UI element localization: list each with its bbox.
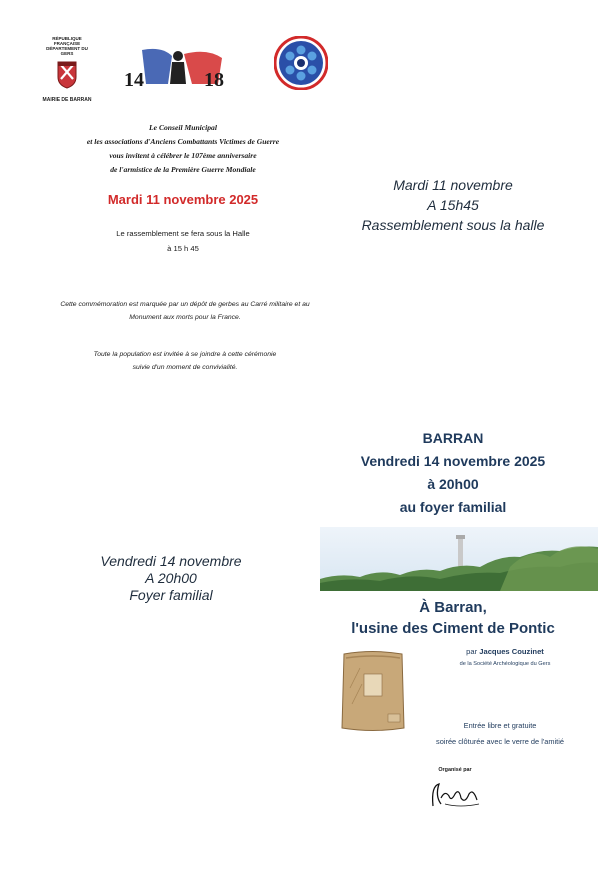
entry-line1: Entrée libre et gratuite: [463, 721, 537, 730]
rm-line2: Vendredi 14 novembre 2025: [360, 453, 546, 469]
pop-line1: Toute la population est invitée à se joindre à cette cérémonie: [93, 351, 277, 358]
invite-line2: et les associations d'Anciens Combattants Victimes de Guerre: [86, 137, 280, 146]
gather-line1: Le rassemblement se fera sous la Halle: [116, 229, 250, 238]
rt-line1: Mardi 11 novembre: [393, 177, 513, 193]
crest-icon: [56, 59, 78, 89]
talk-title-line2: l'usine des Ciment de Pontic: [351, 620, 555, 637]
talk-title-line1: À Barran,: [419, 599, 487, 616]
rm-line1: BARRAN: [422, 430, 484, 446]
talk-title: [322, 597, 584, 639]
commem-line1: Cette commémoration est marquée par un dépôt de gerbes au Carré militaire et au: [60, 301, 310, 308]
rm-line3: à 20h00: [427, 476, 479, 492]
lm-line2: A 20h00: [145, 570, 197, 586]
logo-num-left: 14: [124, 69, 144, 91]
invitation-text: [60, 121, 306, 177]
invite-line4: de l'armistice de la Première Guerre Mondiale: [110, 165, 256, 174]
mairie-logo: [40, 36, 94, 103]
left-middle-announcement: [40, 553, 302, 604]
population-text: [40, 348, 330, 374]
landscape-photo: [320, 527, 598, 591]
organiser-signature-logo: [425, 778, 485, 812]
gather-line2: à 15 h 45: [167, 244, 199, 253]
entry-line2: soirée clôturée avec le verre de l'amitié: [436, 737, 564, 746]
right-middle-announcement: [322, 427, 584, 519]
cement-bag-image: [338, 648, 408, 734]
author-by: par: [466, 647, 478, 656]
mairie-line2: DÉPARTEMENT DU GERS: [46, 46, 88, 56]
author-society: de la Société Archéologique du Gers: [459, 661, 551, 667]
ceremony-date: Mardi 11 novembre 2025: [107, 192, 259, 207]
author-info: [420, 646, 590, 670]
gathering-info: [60, 226, 306, 256]
centenary-1418-logo: [112, 44, 252, 92]
organised-by: Organisé par: [438, 767, 472, 773]
invite-line1: Le Conseil Municipal: [149, 123, 217, 132]
mairie-line1: RÉPUBLIQUE FRANÇAISE: [52, 36, 82, 46]
pop-line2: suivie d'un moment de convivialité.: [132, 364, 238, 371]
logo-num-right: 18: [204, 69, 224, 91]
rm-line4: au foyer familial: [399, 499, 507, 515]
commem-line2: Monument aux morts pour la France.: [129, 314, 241, 321]
entry-info: [410, 718, 590, 750]
bleuet-roundel-icon: [274, 36, 328, 90]
commemoration-text: [40, 298, 330, 324]
author-name: Jacques Couzinet: [479, 647, 544, 656]
rt-line2: A 15h45: [427, 197, 479, 213]
mairie-name: MAIRIE DE BARRAN: [42, 97, 92, 103]
lm-line3: Foyer familial: [129, 587, 213, 603]
rt-line3: Rassemblement sous la halle: [361, 217, 545, 233]
lm-line1: Vendredi 14 novembre: [100, 553, 242, 569]
invite-line3: vous invitent à célébrer le 107ème anniversaire: [109, 151, 257, 160]
right-top-announcement: [322, 175, 584, 235]
